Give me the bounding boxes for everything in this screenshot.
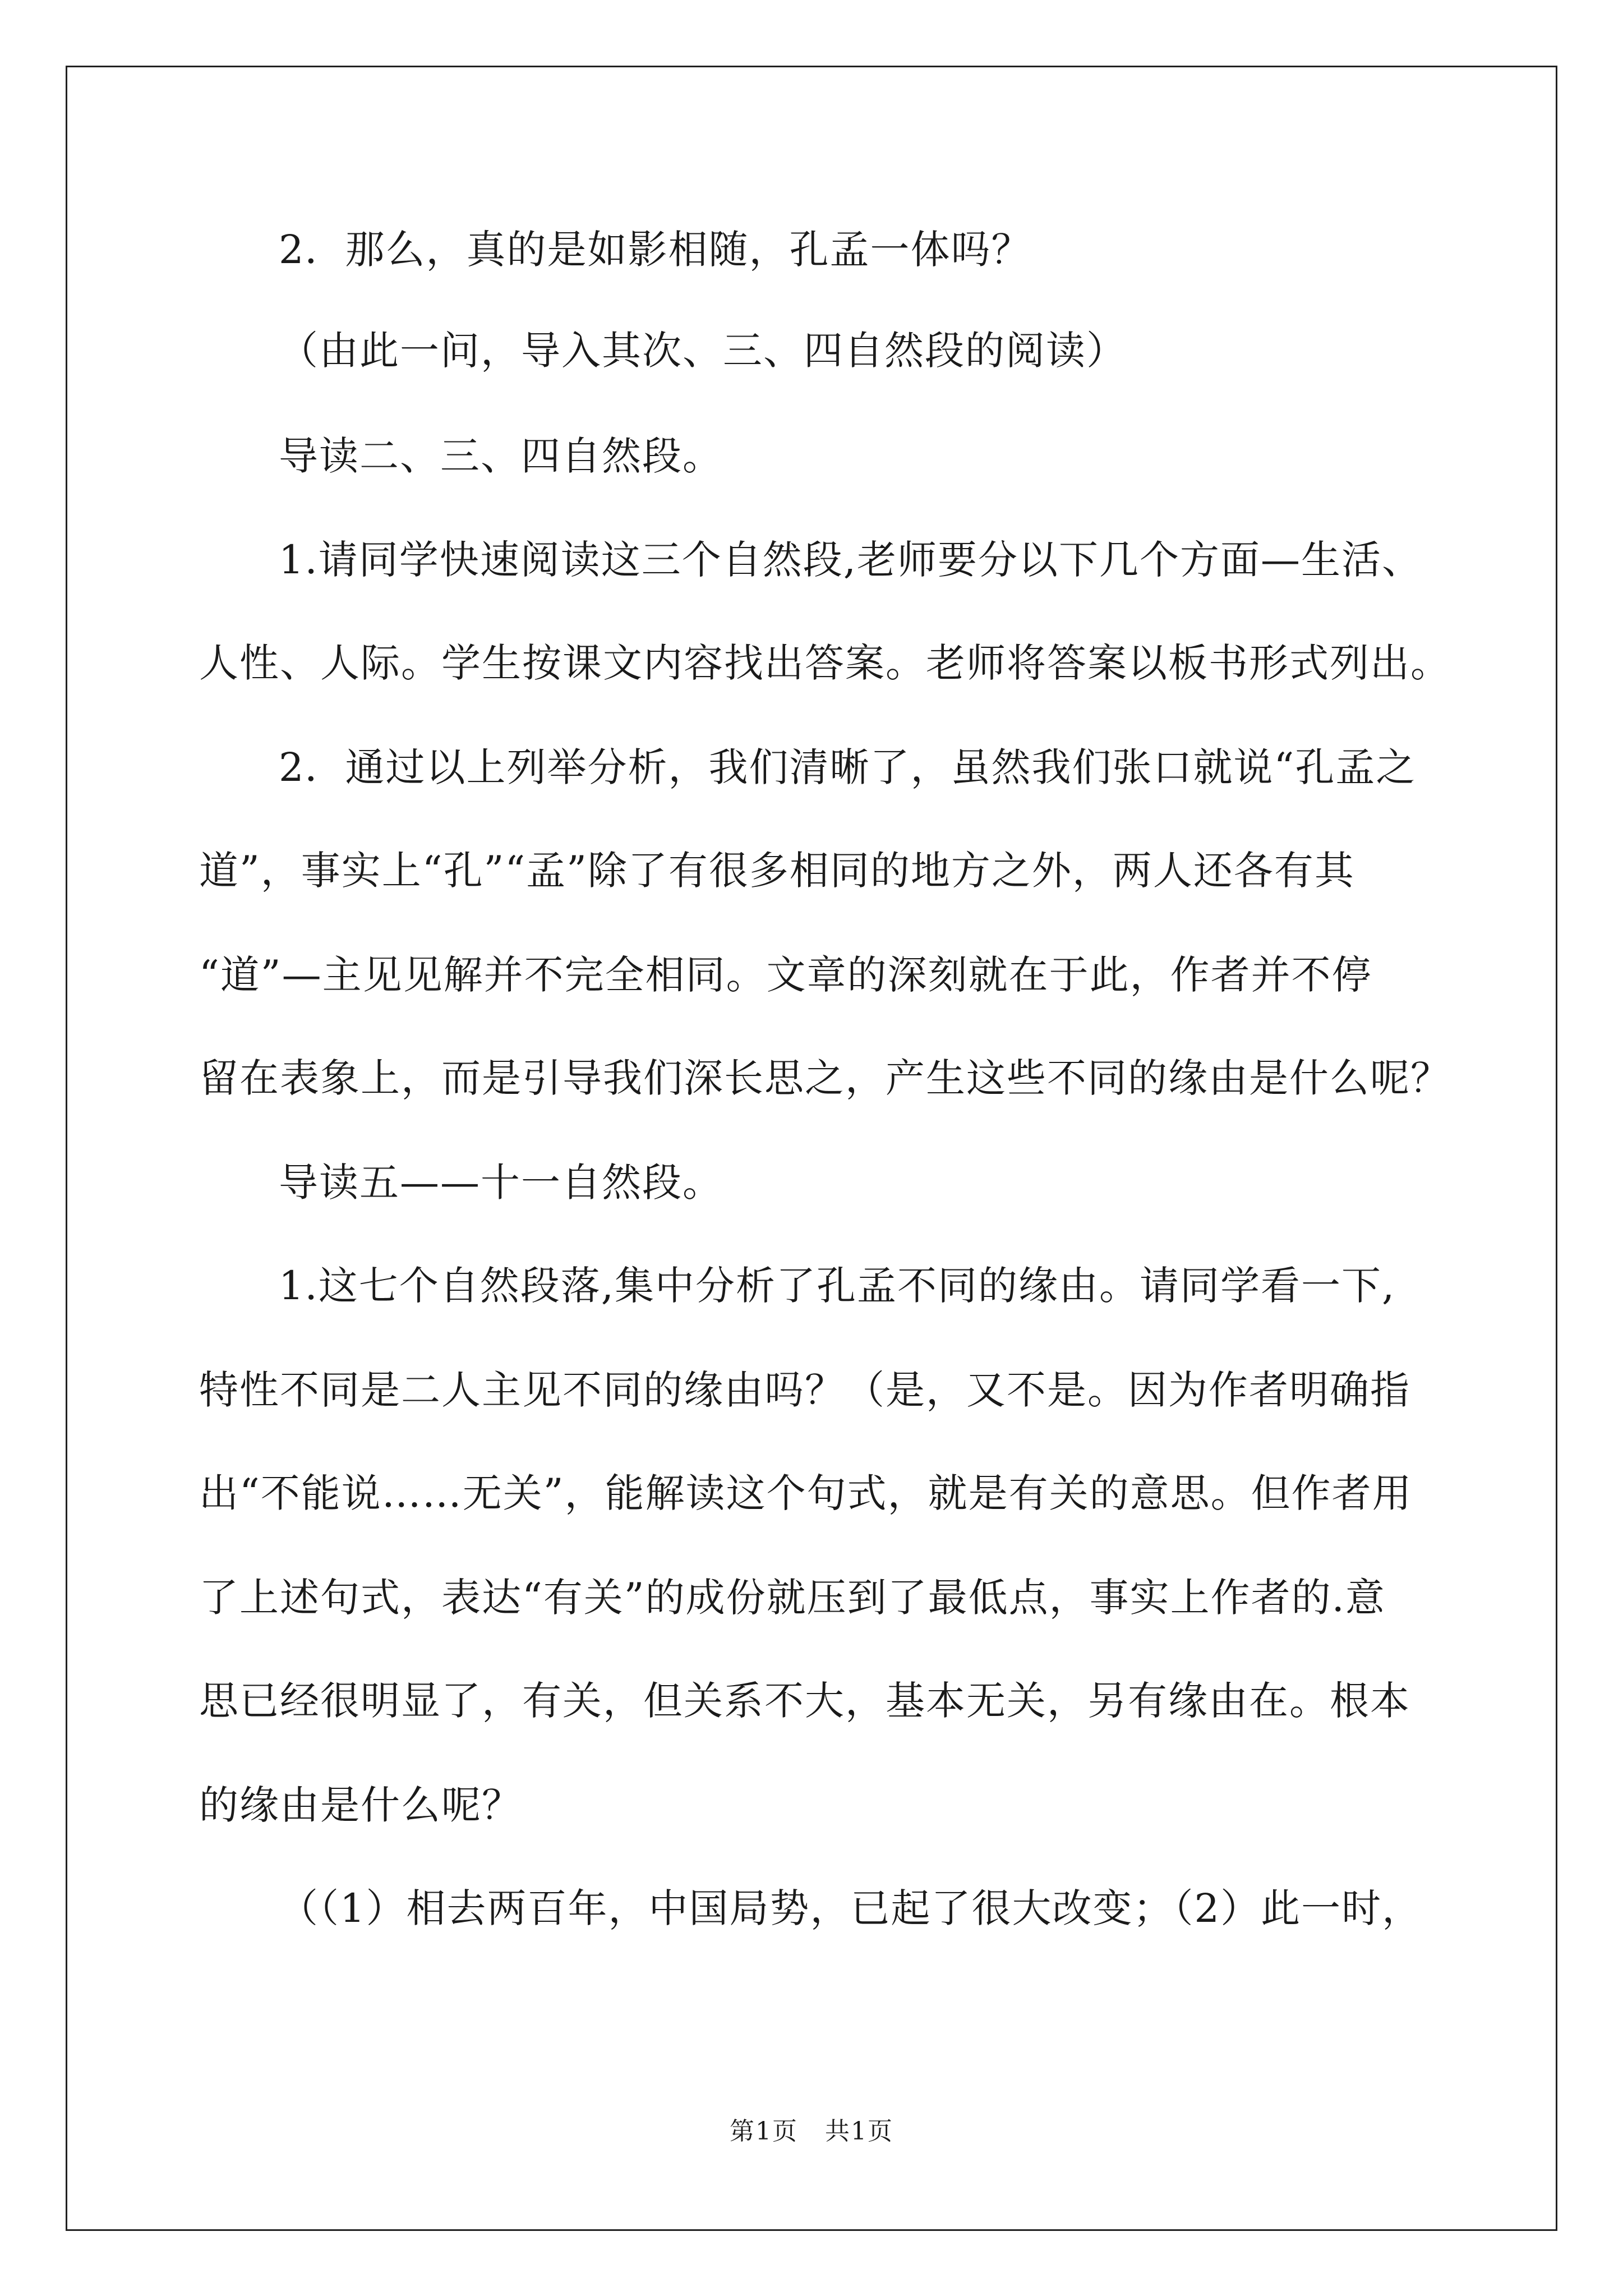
paragraph-line: “道”—主见见解并不完全相同。文章的深刻就在于此，作者并不停 <box>199 952 1372 998</box>
paragraph-line: （由此一问，导入其次、三、四自然段的阅读） <box>279 328 1127 374</box>
paragraph-line: 2．那么，真的是如影相随，孔孟一体吗？ <box>279 227 1032 273</box>
paragraph-line: 留在表象上，而是引导我们深长思之，产生这些不同的缘由是什么呢？ <box>199 1055 1451 1101</box>
paragraph-line: 思已经很明显了，有关，但关系不大，基本无关，另有缘由在。根本 <box>199 1678 1410 1724</box>
paragraph-line: 1.请同学快速阅读这三个自然段,老师要分以下几个方面—生活、 <box>279 537 1423 583</box>
paragraph-line: 了上述句式，表达“有关”的成份就压到了最低点，事实上作者的.意 <box>199 1575 1386 1621</box>
paragraph-line: 道”，事实上“孔”“孟”除了有很多相同的地方之外，两人还各有其 <box>199 848 1355 894</box>
paragraph-line: 1.这七个自然段落,集中分析了孔孟不同的缘由。请同学看一下, <box>279 1263 1396 1309</box>
paragraph-line: 出“不能说……无关”，能解读这个句式，就是有关的意思。但作者用 <box>199 1470 1413 1516</box>
paragraph-line: 特性不同是二人主见不同的缘由吗？（是，又不是。因为作者明确指 <box>199 1367 1410 1413</box>
paragraph-line: 的缘由是什么呢？ <box>199 1782 522 1828</box>
page-footer: 第1页 共1页 <box>730 2117 893 2146</box>
paragraph-line: 导读二、三、四自然段。 <box>279 433 723 479</box>
paragraph-line: 人性、人际。学生按课文内容找出答案。老师将答案以板书形式列出。 <box>199 640 1451 686</box>
paragraph-line: 导读五——十一自然段。 <box>279 1159 723 1205</box>
paragraph-line: （（1）相去两百年，中国局势，已起了很大改变；（2）此一时， <box>279 1885 1423 1931</box>
paragraph-line: 2．通过以上列举分析，我们清晰了，虽然我们张口就说“孔孟之 <box>279 744 1417 790</box>
